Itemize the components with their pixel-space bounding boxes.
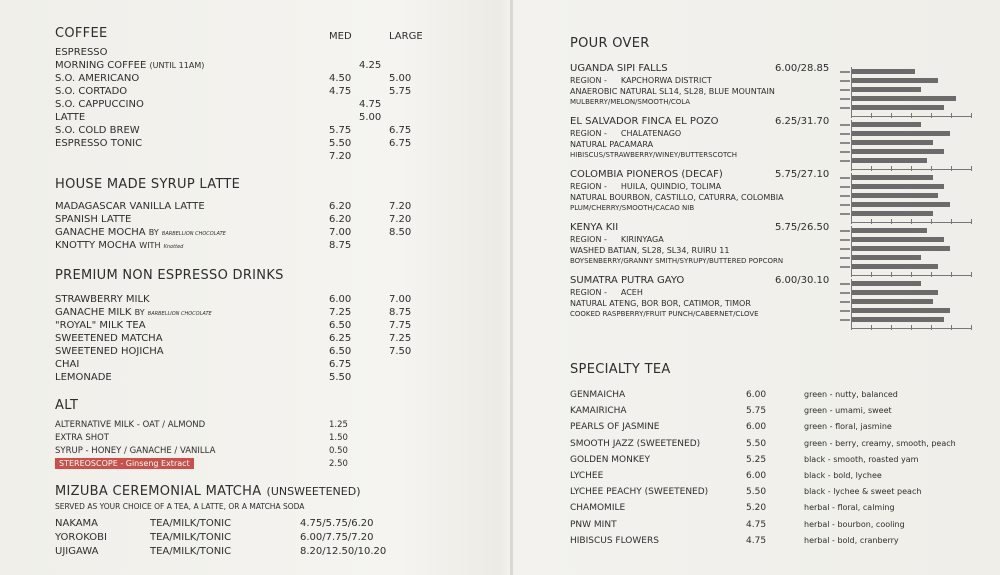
flavor-bar bbox=[852, 299, 933, 304]
page-fold bbox=[510, 0, 513, 575]
flavor-bar bbox=[852, 131, 950, 136]
alt-name-text: SYRUP - HONEY / GANACHE / VANILLA bbox=[55, 446, 216, 456]
tea-price: 5.25 bbox=[746, 454, 767, 465]
bar-label bbox=[840, 213, 850, 215]
region-value: KIRINYAGA bbox=[620, 235, 664, 244]
flavor-bar bbox=[852, 122, 921, 127]
mizuba-title-suffix: (UNSWEETENED) bbox=[266, 485, 361, 498]
tea-desc: green - berry, creamy, smooth, peach bbox=[804, 438, 956, 448]
stereoscope-badge: STEREOSCOPE - Ginseng Extract bbox=[55, 458, 194, 469]
flavor-bar bbox=[852, 184, 944, 189]
alt-name-text: EXTRA SHOT bbox=[55, 433, 109, 443]
tea-price: 6.00 bbox=[746, 422, 767, 433]
bar-label bbox=[840, 283, 850, 285]
bar-label bbox=[840, 80, 850, 82]
tea-name: LYCHEE PEACHY (SWEETENED) bbox=[570, 487, 709, 498]
axis-tick bbox=[891, 325, 892, 330]
tea-item bbox=[570, 403, 980, 419]
flavor-bar bbox=[852, 140, 933, 145]
flavor-bar bbox=[852, 255, 921, 260]
flavor-bar bbox=[852, 158, 927, 163]
med-price: 7.25 bbox=[329, 307, 352, 318]
bar-label bbox=[840, 133, 850, 135]
region-value: HUILA, QUINDIO, TOLIMA bbox=[620, 182, 722, 191]
bar-label bbox=[840, 292, 850, 294]
tea-name: GENMAICHA bbox=[570, 390, 626, 400]
axis-tick bbox=[971, 325, 972, 330]
item-name bbox=[55, 293, 150, 306]
flavor-bar bbox=[852, 281, 921, 286]
flavor-bar bbox=[852, 69, 915, 74]
mizuba-header bbox=[55, 480, 475, 499]
tea-desc: black - bold, lychee bbox=[804, 470, 882, 480]
alt-name bbox=[55, 445, 215, 458]
region-value: ACEH bbox=[620, 288, 643, 297]
coffee-item bbox=[55, 85, 475, 98]
item-name bbox=[55, 137, 142, 150]
bar-label bbox=[840, 266, 850, 268]
item-name-text: S.O. CORTADO bbox=[55, 86, 128, 97]
syrup-item bbox=[55, 200, 475, 213]
tea-price: 5.75 bbox=[746, 406, 767, 417]
coffee-notes: COOKED RASPBERRY/FRUIT PUNCH/CABERNET/CLOVE bbox=[570, 310, 759, 318]
pour-over-title: POUR OVER bbox=[570, 36, 650, 51]
flavor-bar bbox=[852, 78, 938, 83]
matcha-item bbox=[55, 517, 475, 531]
alt-name-text: ALTERNATIVE MILK - OAT / ALMOND bbox=[55, 420, 206, 430]
tea-name: CHAMOMILE bbox=[570, 503, 626, 514]
coffee-item bbox=[55, 137, 475, 150]
coffee-item bbox=[55, 98, 475, 111]
pour-over-list bbox=[570, 63, 980, 328]
flavor-bar bbox=[852, 202, 950, 207]
coffee-process: ANAEROBIC NATURAL SL14, SL28, BLUE MOUNTAIN bbox=[570, 87, 775, 96]
premium-item bbox=[55, 319, 475, 332]
large-price: 7.75 bbox=[389, 320, 412, 331]
flavor-bar bbox=[852, 290, 938, 295]
coffee-list bbox=[55, 46, 475, 163]
tea-price: 6.00 bbox=[746, 470, 767, 481]
item-name bbox=[55, 59, 204, 72]
coffee-item bbox=[55, 150, 475, 163]
bar-label bbox=[840, 248, 850, 250]
region-value: KAPCHORWA DISTRICT bbox=[620, 76, 712, 85]
bar-label bbox=[840, 151, 850, 153]
coffee-name: EL SALVADOR FINCA EL POZO bbox=[570, 116, 719, 127]
axis-tick bbox=[951, 325, 952, 330]
flavor-bar bbox=[852, 193, 938, 198]
tea-desc: black - lychee & sweet peach bbox=[804, 487, 922, 497]
coffee-name: COLOMBIA PIONEROS (DECAF) bbox=[570, 169, 723, 180]
tea-price: 5.50 bbox=[746, 438, 767, 449]
coffee-item bbox=[55, 72, 475, 85]
matcha-price: 6.00/7.75/7.20 bbox=[300, 532, 374, 543]
axis-tick bbox=[911, 325, 912, 330]
large-price: 7.20 bbox=[389, 214, 412, 225]
item-name-text: GANACHE MILK bbox=[55, 307, 132, 318]
premium-title: PREMIUM NON ESPRESSO DRINKS bbox=[55, 268, 284, 283]
axis-tick bbox=[931, 325, 932, 330]
matcha-price: 4.75/5.75/6.20 bbox=[300, 518, 374, 529]
pour-over-item bbox=[570, 63, 980, 116]
med-price: 7.00 bbox=[329, 227, 352, 238]
coffee-process: NATURAL PACAMARA bbox=[570, 140, 654, 149]
tea-price: 5.50 bbox=[746, 487, 767, 498]
left-column bbox=[55, 22, 475, 559]
large-price: 8.75 bbox=[389, 307, 412, 318]
med-price: 4.75 bbox=[359, 99, 382, 110]
item-name-text: ESPRESSO TONIC bbox=[55, 138, 143, 149]
tea-desc: green - floral, jasmine bbox=[804, 422, 892, 432]
brand-logo: BARBELLION CHOCOLATE bbox=[147, 311, 212, 317]
pour-over-item bbox=[570, 116, 980, 169]
flavor-chart bbox=[840, 279, 970, 331]
flavor-bar bbox=[852, 175, 933, 180]
pour-over-item bbox=[570, 169, 980, 222]
tea-item bbox=[570, 484, 980, 500]
large-price: 7.25 bbox=[389, 333, 412, 344]
tea-item bbox=[570, 533, 980, 549]
matcha-style: TEA/MILK/TONIC bbox=[150, 532, 232, 543]
mizuba-title: MIZUBA CEREMONIAL MATCHA bbox=[55, 484, 262, 499]
coffee-price: 6.00/28.85 bbox=[775, 63, 830, 74]
coffee-item bbox=[55, 46, 475, 59]
alt-name bbox=[55, 419, 205, 432]
item-name bbox=[55, 200, 205, 213]
tea-title: SPECIALTY TEA bbox=[570, 362, 671, 377]
item-name-text: ESPRESSO bbox=[55, 47, 108, 58]
pour-over-item bbox=[570, 275, 980, 328]
tea-item bbox=[570, 419, 980, 435]
flavor-bar bbox=[852, 87, 921, 92]
flavor-bar bbox=[852, 237, 944, 242]
bar-label bbox=[840, 310, 850, 312]
tea-desc: herbal - bourbon, cooling bbox=[804, 519, 905, 529]
coffee-process: NATURAL ATENG, BOR BOR, CATIMOR, TIMOR bbox=[570, 299, 751, 308]
item-name bbox=[55, 85, 127, 98]
premium-item bbox=[55, 306, 475, 319]
large-price: 6.75 bbox=[389, 125, 412, 136]
matcha-style: TEA/MILK/TONIC bbox=[150, 546, 232, 557]
brand-logo: Knotted bbox=[163, 244, 184, 250]
tea-name: PEARLS OF JASMINE bbox=[570, 422, 660, 433]
med-price: 5.75 bbox=[329, 125, 352, 136]
tea-item bbox=[570, 500, 980, 516]
premium-item bbox=[55, 293, 475, 306]
item-name-text: S.O. COLD BREW bbox=[55, 125, 140, 136]
item-name-text: LEMONADE bbox=[55, 372, 112, 383]
brand-logo: BARBELLION CHOCOLATE bbox=[161, 231, 226, 237]
alt-name bbox=[55, 458, 194, 471]
coffee-notes: BOYSENBERRY/GRANNY SMITH/SYRUPY/BUTTERED POPCORN bbox=[570, 257, 784, 265]
alt-list bbox=[55, 419, 475, 471]
syrup-item bbox=[55, 239, 475, 252]
item-name bbox=[55, 239, 183, 254]
coffee-process: NATURAL BOURBON, CASTILLO, CATURRA, COLOMBIA bbox=[570, 193, 784, 202]
item-name-text: LATTE bbox=[55, 112, 86, 123]
tea-name: KAMAIRICHA bbox=[570, 406, 627, 417]
tea-name: SMOOTH JAZZ (SWEETENED) bbox=[570, 438, 701, 449]
coffee-price: 6.25/31.70 bbox=[775, 116, 830, 127]
med-price: 6.00 bbox=[329, 294, 352, 305]
bar-label bbox=[840, 89, 850, 91]
axis-tick bbox=[851, 325, 852, 330]
med-price: 6.20 bbox=[329, 214, 352, 225]
flavor-bar bbox=[852, 105, 944, 110]
premium-list bbox=[55, 293, 475, 384]
item-name-text: SWEETENED HOJICHA bbox=[55, 346, 164, 357]
flavor-bar bbox=[852, 211, 933, 216]
item-name bbox=[55, 72, 139, 85]
med-column-label: MED bbox=[329, 31, 352, 42]
matcha-name: UJIGAWA bbox=[55, 546, 99, 557]
large-price: 5.75 bbox=[389, 86, 412, 97]
alt-title: ALT bbox=[55, 398, 79, 413]
tea-item bbox=[570, 452, 980, 468]
tea-item bbox=[570, 468, 980, 484]
pour-over-item bbox=[570, 222, 980, 275]
med-price: 7.20 bbox=[329, 151, 352, 162]
item-name-text: S.O. AMERICANO bbox=[55, 73, 140, 84]
right-column bbox=[570, 36, 980, 549]
bar-label bbox=[840, 195, 850, 197]
coffee-title: COFFEE bbox=[55, 26, 108, 41]
tea-list bbox=[570, 387, 980, 549]
mizuba-list bbox=[55, 517, 475, 559]
alt-item bbox=[55, 419, 475, 432]
flavor-bar bbox=[852, 308, 950, 313]
large-price: 8.50 bbox=[389, 227, 412, 238]
tea-price: 6.00 bbox=[746, 390, 767, 400]
coffee-name: SUMATRA PUTRA GAYO bbox=[570, 275, 685, 286]
coffee-notes: MULBERRY/MELON/SMOOTH/COLA bbox=[570, 98, 691, 106]
tea-desc: green - nutty, balanced bbox=[804, 390, 898, 399]
bar-label bbox=[840, 319, 850, 321]
premium-item bbox=[55, 358, 475, 371]
syrup-item bbox=[55, 213, 475, 226]
flavor-bar bbox=[852, 317, 944, 322]
med-price: 6.25 bbox=[329, 333, 352, 344]
flavor-bar bbox=[852, 96, 956, 101]
med-price: 6.50 bbox=[329, 320, 352, 331]
item-note: (UNTIL 11AM) bbox=[149, 61, 205, 70]
alt-name bbox=[55, 432, 109, 445]
matcha-price: 8.20/12.50/10.20 bbox=[300, 546, 387, 557]
coffee-name: UGANDA SIPI FALLS bbox=[570, 63, 668, 74]
item-name-text: "ROYAL" MILK TEA bbox=[55, 320, 146, 331]
alt-item bbox=[55, 432, 475, 445]
syrup-item bbox=[55, 226, 475, 239]
region-label: REGION - bbox=[570, 129, 607, 138]
alt-item bbox=[55, 445, 475, 458]
alt-price: 1.50 bbox=[329, 433, 348, 443]
item-name bbox=[55, 98, 144, 111]
tea-desc: green - umami, sweet bbox=[804, 406, 892, 416]
item-name bbox=[55, 213, 131, 226]
tea-price: 4.75 bbox=[746, 519, 767, 530]
flavor-bar bbox=[852, 228, 927, 233]
syrup-list bbox=[55, 200, 475, 252]
med-price: 5.00 bbox=[359, 112, 382, 123]
premium-item bbox=[55, 371, 475, 384]
tea-price: 4.75 bbox=[746, 535, 767, 546]
med-price: 6.75 bbox=[329, 359, 352, 370]
bar-label bbox=[840, 71, 850, 73]
coffee-price: 5.75/27.10 bbox=[775, 169, 830, 180]
large-price: 7.50 bbox=[389, 346, 412, 357]
premium-item bbox=[55, 332, 475, 345]
tea-desc: herbal - floral, calming bbox=[804, 503, 895, 513]
region-label: REGION - bbox=[570, 235, 607, 244]
med-price: 4.75 bbox=[329, 86, 352, 97]
coffee-price: 6.00/30.10 bbox=[775, 275, 830, 286]
tea-item bbox=[570, 517, 980, 533]
item-name-text: GANACHE MOCHA bbox=[55, 227, 146, 238]
bar-label bbox=[840, 257, 850, 259]
coffee-process: WASHED BATIAN, SL28, SL34, RUIRU 11 bbox=[570, 246, 730, 255]
item-note: BY bbox=[134, 308, 145, 317]
bar-label bbox=[840, 98, 850, 100]
coffee-price: 5.75/26.50 bbox=[775, 222, 830, 233]
item-name-text: KNOTTY MOCHA bbox=[55, 240, 137, 251]
coffee-item bbox=[55, 111, 475, 124]
item-name-text: SPANISH LATTE bbox=[55, 214, 132, 225]
coffee-item bbox=[55, 59, 475, 72]
tea-desc: herbal - bold, cranberry bbox=[804, 535, 899, 545]
bar-label bbox=[840, 186, 850, 188]
flavor-bar bbox=[852, 246, 950, 251]
flavor-chart bbox=[840, 226, 970, 278]
med-price: 4.25 bbox=[359, 60, 382, 71]
item-name-text: MADAGASCAR VANILLA LATTE bbox=[55, 201, 205, 212]
item-name bbox=[55, 345, 164, 358]
flavor-bar bbox=[852, 264, 938, 269]
coffee-notes: PLUM/CHERRY/SMOOTH/CACAO NIB bbox=[570, 204, 695, 212]
tea-name: GOLDEN MONKEY bbox=[570, 454, 650, 465]
tea-item bbox=[570, 436, 980, 452]
large-price: 6.75 bbox=[389, 138, 412, 149]
item-name bbox=[55, 332, 163, 345]
matcha-item bbox=[55, 531, 475, 545]
tea-name: PNW MINT bbox=[570, 519, 617, 530]
alt-price: 1.25 bbox=[329, 420, 348, 430]
tea-name: LYCHEE bbox=[570, 470, 604, 481]
item-note: WITH bbox=[139, 241, 161, 250]
coffee-notes: HIBISCUS/STRAWBERRY/WINEY/BUTTERSCOTCH bbox=[570, 151, 737, 159]
item-name-text: STRAWBERRY MILK bbox=[55, 294, 150, 305]
large-price: 7.00 bbox=[389, 294, 412, 305]
bar-label bbox=[840, 124, 850, 126]
flavor-bar bbox=[852, 149, 944, 154]
alt-item bbox=[55, 458, 475, 471]
item-name-text: CHAI bbox=[55, 359, 80, 370]
matcha-style: TEA/MILK/TONIC bbox=[150, 518, 232, 529]
matcha-item bbox=[55, 545, 475, 559]
bar-label bbox=[840, 160, 850, 162]
tea-name: HIBISCUS FLOWERS bbox=[570, 535, 659, 546]
med-price: 5.50 bbox=[329, 372, 352, 383]
large-price: 7.20 bbox=[389, 201, 412, 212]
region-label: REGION - bbox=[570, 182, 607, 191]
bar-label bbox=[840, 107, 850, 109]
region-value: CHALATENAGO bbox=[620, 129, 682, 138]
item-name bbox=[55, 124, 140, 137]
med-price: 6.50 bbox=[329, 346, 352, 357]
flavor-chart bbox=[840, 173, 970, 225]
bar-label bbox=[840, 239, 850, 241]
region-label: REGION - bbox=[570, 76, 607, 85]
med-price: 8.75 bbox=[329, 240, 352, 251]
matcha-name: YOROKOBI bbox=[55, 532, 107, 543]
bar-label bbox=[840, 177, 850, 179]
syrup-title: HOUSE MADE SYRUP LATTE bbox=[55, 177, 241, 192]
bar-label bbox=[840, 204, 850, 206]
bar-label bbox=[840, 301, 850, 303]
large-price: 5.00 bbox=[389, 73, 412, 84]
tea-price: 5.20 bbox=[746, 503, 767, 514]
mizuba-subtitle: SERVED AS YOUR CHOICE OF A TEA, A LATTE, OR A MATCHA SODA bbox=[55, 502, 305, 511]
axis-tick bbox=[871, 325, 872, 330]
premium-item bbox=[55, 345, 475, 358]
item-name bbox=[55, 371, 112, 384]
med-price: 6.20 bbox=[329, 201, 352, 212]
tea-item bbox=[570, 387, 980, 403]
region-label: REGION - bbox=[570, 288, 607, 297]
flavor-chart bbox=[840, 120, 970, 172]
alt-price: 2.50 bbox=[329, 459, 348, 469]
item-name bbox=[55, 46, 108, 59]
item-name bbox=[55, 358, 79, 371]
med-price: 5.50 bbox=[329, 138, 352, 149]
item-name bbox=[55, 111, 85, 124]
matcha-name: NAKAMA bbox=[55, 518, 99, 529]
large-column-label: LARGE bbox=[389, 31, 423, 42]
item-name-text: SWEETENED MATCHA bbox=[55, 333, 163, 344]
alt-price: 0.50 bbox=[329, 446, 348, 456]
item-note: BY bbox=[148, 228, 159, 237]
item-name-text: MORNING COFFEE bbox=[55, 60, 147, 71]
tea-desc: black - smooth, roasted yam bbox=[804, 454, 919, 464]
item-name-text: S.O. CAPPUCCINO bbox=[55, 99, 144, 110]
bar-label bbox=[840, 230, 850, 232]
coffee-name: KENYA KII bbox=[570, 222, 619, 233]
flavor-chart bbox=[840, 67, 970, 119]
coffee-item bbox=[55, 124, 475, 137]
item-name bbox=[55, 319, 146, 332]
med-price: 4.50 bbox=[329, 73, 352, 84]
bar-label bbox=[840, 142, 850, 144]
